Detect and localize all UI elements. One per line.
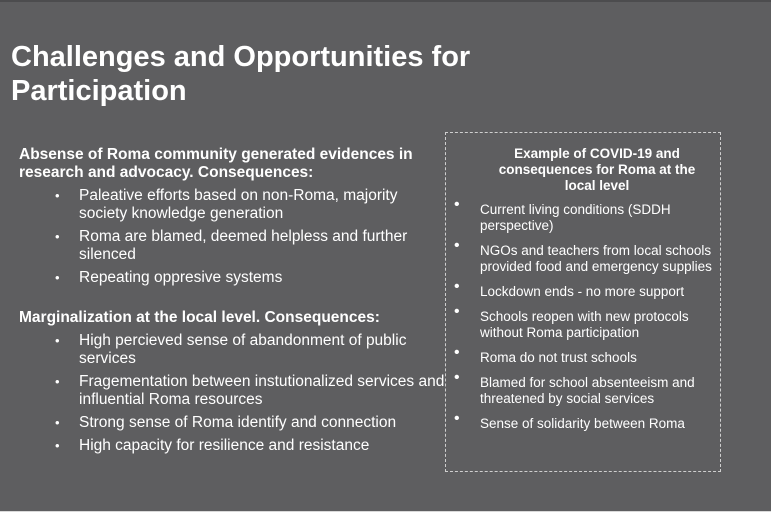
list-item: • High capacity for resilience and resistance [55, 437, 370, 454]
list-item: • Roma do not trust schools [454, 344, 637, 365]
list-item: • Roma are blamed, deemed helpless and further silenced [55, 228, 408, 263]
covid-consequences-list [446, 196, 720, 432]
list-item: • Fragementation between instutionalized services and influential Roma resources [55, 373, 445, 408]
bullet-icon: • [55, 438, 60, 453]
bullet-icon: • [454, 410, 460, 427]
bullet-icon: • [55, 415, 60, 430]
list-item: • Schools reopen with new protocols without Roma participation [454, 303, 689, 340]
slide-title: Challenges and Opportunities for Participation [11, 41, 471, 107]
list-item: • Strong sense of Roma identify and connection [55, 414, 397, 431]
box-heading: Example of COVID-19 and consequences for Roma at the local level [498, 146, 696, 193]
left-content [19, 146, 449, 460]
bullet-icon: • [454, 369, 460, 386]
covid-example-box [445, 132, 721, 472]
bullet-icon: • [55, 229, 60, 244]
list-item: • Lockdown ends - no more support [454, 278, 685, 299]
bullet-icon: • [454, 196, 460, 213]
list-item: • Repeating oppresive systems [55, 269, 283, 286]
section-heading-marginalization: Marginalization at the local level. Consequences: [19, 309, 380, 326]
bullet-icon: • [454, 278, 460, 295]
bullet-icon: • [55, 188, 60, 203]
list-item: • Blamed for school absenteeism and threatened by social services [454, 369, 695, 406]
evidence-consequences-list [19, 187, 449, 287]
top-divider [0, 0, 771, 2]
bullet-icon: • [55, 374, 60, 389]
list-item: • High percieved sense of abandonment of public services [55, 332, 407, 367]
section-heading-evidence: Absense of Roma community generated evidences in research and advocacy. Consequences: [19, 146, 413, 181]
bullet-icon: • [55, 333, 60, 348]
list-item: • Sense of solidarity between Roma [454, 410, 685, 431]
list-item: • Paleative efforts based on non-Roma, majority society knowledge generation [55, 187, 398, 222]
list-item: • Current living conditions (SDDH perspective) [454, 196, 671, 233]
list-item: • NGOs and teachers from local schools provided food and emergency supplies [454, 237, 712, 274]
bullet-icon: • [454, 344, 460, 361]
bullet-icon: • [55, 270, 60, 285]
bullet-icon: • [454, 237, 460, 254]
marginalization-consequences-list [19, 332, 449, 455]
bullet-icon: • [454, 303, 460, 320]
